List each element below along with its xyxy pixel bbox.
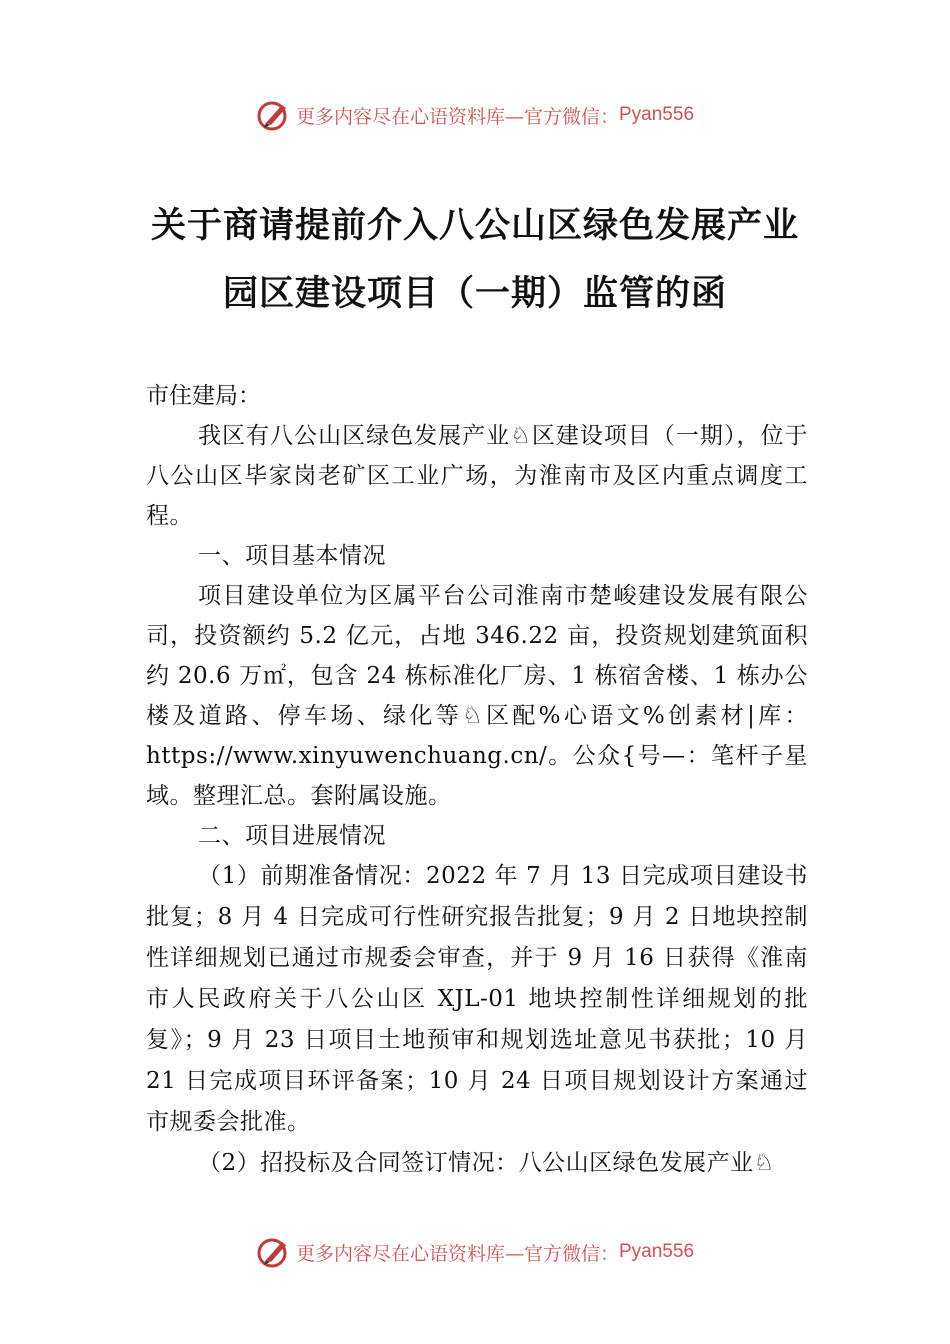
banner-text: 更多内容尽在心语资料库—官方微信： [295, 1242, 619, 1265]
banner-wechat-id: Pyan556 [619, 1241, 695, 1262]
pen-logo-icon [256, 97, 292, 133]
heading-basic-info: 一、项目基本情况 [198, 543, 386, 569]
document-body [146, 376, 808, 1184]
paragraph-preparation: （1）前期准备情况：2022 年 7 月 13 日完成项目建设书批复；8 月 4 日完成可行性研究报告批复；9 月 2 日地块控制性详细规划已通过市规委会审查，并于 9 月 16 日获得《淮南市人民政府关于八公山区 XJL-01 地块控制性详细规划的批复》；9 月 23 日项目土地预审和规划选址意见书获批；10 月 21 日完成项目环评备案；10 月 24 日项目规划设计方案通过市规委会批准。 [146, 863, 808, 1135]
pen-logo-icon [256, 1234, 292, 1270]
paragraph-bidding: （2）招投标及合同签订情况：八公山区绿色发展产业♘ [198, 1150, 775, 1176]
header-watermark-banner [0, 95, 950, 135]
heading-progress: 二、项目进展情况 [198, 823, 386, 849]
footer-watermark-banner [0, 1232, 950, 1272]
paragraph-intro: 我区有八公山区绿色发展产业♘区建设项目（一期），位于八公山区毕家岗老矿区工业广场，为淮南市及区内重点调度工程。 [146, 423, 808, 529]
banner-text: 更多内容尽在心语资料库—官方微信： [295, 105, 619, 128]
paragraph-basic-info: 项目建设单位为区属平台公司淮南市楚峻建设发展有限公司，投资额约 5.2 亿元，占地 346.22 亩，投资规划建筑面积约 20.6 万㎡，包含 24 栋标准化厂房、1 栋宿舍楼、1 栋办公楼及道路、停车场、绿化等♘区配%心语文%创素材|库：https://www.xinyuwenchuang.cn/。公众{号—：笔杆子星域。整理汇总。套附属设施。 [146, 583, 808, 809]
banner-wechat-id: Pyan556 [619, 104, 695, 125]
salutation: 市住建局： [146, 383, 261, 409]
document-title-line-1: 关于商请提前介入八公山区绿色发展产业 [150, 206, 799, 246]
document-title-line-2: 园区建设项目（一期）监管的函 [222, 274, 727, 314]
